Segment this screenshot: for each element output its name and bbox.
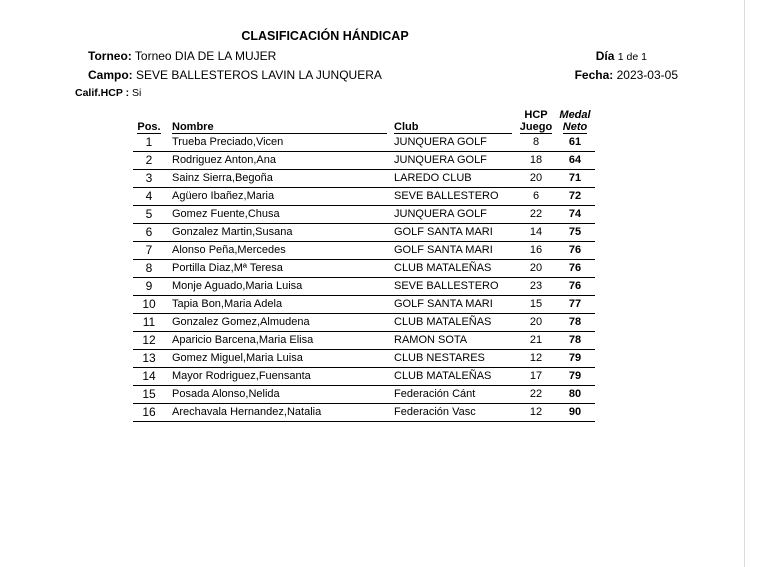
torneo-line: [88, 49, 276, 63]
cell-neto: 71: [555, 170, 595, 188]
dia-value: 1 de 1: [617, 51, 647, 63]
cell-nombre: Gonzalez Martin,Susana: [165, 224, 394, 242]
table-row: [133, 152, 595, 170]
cell-hcp: 21: [517, 332, 555, 350]
table-row: [133, 170, 595, 188]
cell-pos: 3: [133, 170, 165, 188]
table-row: [133, 224, 595, 242]
dia-label: Día: [595, 49, 615, 63]
torneo-value: Torneo DIA DE LA MUJER: [134, 49, 277, 63]
table-row: [133, 368, 595, 386]
cell-nombre: Sainz Sierra,Begoña: [165, 170, 394, 188]
cell-pos: 6: [133, 224, 165, 242]
table-row: [133, 296, 595, 314]
cell-club: JUNQUERA GOLF: [394, 152, 517, 170]
cell-neto: 61: [555, 134, 595, 152]
cell-nombre: Rodriguez Anton,Ana: [165, 152, 394, 170]
cell-neto: 90: [555, 404, 595, 422]
cell-nombre: Tapia Bon,Maria Adela: [165, 296, 394, 314]
cell-hcp: 20: [517, 260, 555, 278]
cell-club: LAREDO CLUB: [394, 170, 517, 188]
cell-pos: 2: [133, 152, 165, 170]
cell-hcp: 6: [517, 188, 555, 206]
cell-pos: 13: [133, 350, 165, 368]
cell-club: Federación Vasc: [394, 404, 517, 422]
cell-nombre: Gonzalez Gomez,Almudena: [165, 314, 394, 332]
cell-pos: 1: [133, 134, 165, 152]
cell-neto: 74: [555, 206, 595, 224]
cell-nombre: Monje Aguado,Maria Luisa: [165, 278, 394, 296]
table-row: [133, 278, 595, 296]
cell-club: JUNQUERA GOLF: [394, 206, 517, 224]
fecha-value: 2023-03-05: [616, 68, 678, 82]
report-title: CLASIFICACIÓN HÁNDICAP: [241, 29, 409, 43]
cell-nombre: Alonso Peña,Mercedes: [165, 242, 394, 260]
cell-neto: 76: [555, 278, 595, 296]
table-row: [133, 260, 595, 278]
results-body: [133, 134, 595, 422]
fecha-line: [575, 68, 678, 82]
calif-label: Calif.HCP :: [75, 87, 130, 99]
table-header-row: [133, 109, 595, 134]
cell-nombre: Portilla Diaz,Mª Teresa: [165, 260, 394, 278]
cell-pos: 12: [133, 332, 165, 350]
cell-pos: 11: [133, 314, 165, 332]
cell-nombre: Arechavala Hernandez,Natalia: [165, 404, 394, 422]
cell-hcp: 22: [517, 206, 555, 224]
cell-pos: 9: [133, 278, 165, 296]
cell-club: GOLF SANTA MARI: [394, 224, 517, 242]
cell-club: RAMON SOTA: [394, 332, 517, 350]
cell-hcp: 8: [517, 134, 555, 152]
table-row: [133, 386, 595, 404]
cell-club: SEVE BALLESTERO: [394, 278, 517, 296]
cell-hcp: 23: [517, 278, 555, 296]
cell-club: Federación Cánt: [394, 386, 517, 404]
cell-hcp: 15: [517, 296, 555, 314]
table-row: [133, 332, 595, 350]
cell-club: GOLF SANTA MARI: [394, 296, 517, 314]
cell-pos: 7: [133, 242, 165, 260]
torneo-label: Torneo:: [88, 49, 132, 63]
cell-pos: 10: [133, 296, 165, 314]
cell-nombre: Gomez Miguel,Maria Luisa: [165, 350, 394, 368]
header-club: Club: [394, 109, 517, 134]
cell-nombre: Posada Alonso,Nelida: [165, 386, 394, 404]
dia-line: [596, 49, 647, 63]
cell-nombre: Mayor Rodriguez,Fuensanta: [165, 368, 394, 386]
cell-pos: 15: [133, 386, 165, 404]
calif-line: [75, 87, 141, 99]
table-row: [133, 350, 595, 368]
cell-club: GOLF SANTA MARI: [394, 242, 517, 260]
cell-neto: 76: [555, 242, 595, 260]
cell-nombre: Agüero Ibañez,Maria: [165, 188, 394, 206]
cell-club: CLUB MATALEÑAS: [394, 314, 517, 332]
cell-neto: 79: [555, 368, 595, 386]
table-row: [133, 206, 595, 224]
cell-neto: 72: [555, 188, 595, 206]
cell-neto: 64: [555, 152, 595, 170]
cell-neto: 75: [555, 224, 595, 242]
campo-line: [88, 68, 382, 82]
cell-hcp: 17: [517, 368, 555, 386]
header-nombre: Nombre: [165, 109, 394, 134]
table-row: [133, 242, 595, 260]
results-table: [133, 109, 595, 422]
cell-neto: 78: [555, 314, 595, 332]
cell-neto: 80: [555, 386, 595, 404]
cell-hcp: 12: [517, 404, 555, 422]
cell-pos: 16: [133, 404, 165, 422]
cell-pos: 8: [133, 260, 165, 278]
campo-value: SEVE BALLESTEROS LAVIN LA JUNQUERA: [136, 68, 382, 82]
cell-club: CLUB MATALEÑAS: [394, 260, 517, 278]
cell-pos: 4: [133, 188, 165, 206]
cell-club: CLUB MATALEÑAS: [394, 368, 517, 386]
cell-pos: 14: [133, 368, 165, 386]
table-row: [133, 134, 595, 152]
cell-neto: 78: [555, 332, 595, 350]
cell-neto: 77: [555, 296, 595, 314]
cell-hcp: 22: [517, 386, 555, 404]
fecha-label: Fecha:: [574, 68, 614, 82]
cell-club: CLUB NESTARES: [394, 350, 517, 368]
header-neto: Medal Neto: [559, 109, 591, 133]
cell-hcp: 14: [517, 224, 555, 242]
cell-neto: 79: [555, 350, 595, 368]
table-row: [133, 188, 595, 206]
header-hcp: HCP Juego: [519, 109, 553, 133]
cell-nombre: Trueba Preciado,Vicen: [165, 134, 394, 152]
cell-hcp: 20: [517, 314, 555, 332]
calif-value: Si: [132, 87, 142, 99]
campo-label: Campo:: [88, 68, 133, 82]
cell-hcp: 20: [517, 170, 555, 188]
page-edge-divider: [744, 0, 745, 567]
cell-neto: 76: [555, 260, 595, 278]
cell-club: JUNQUERA GOLF: [394, 134, 517, 152]
cell-hcp: 12: [517, 350, 555, 368]
table-row: [133, 314, 595, 332]
cell-hcp: 18: [517, 152, 555, 170]
header-pos: Pos.: [137, 121, 161, 133]
cell-club: SEVE BALLESTERO: [394, 188, 517, 206]
table-row: [133, 404, 595, 422]
cell-hcp: 16: [517, 242, 555, 260]
cell-nombre: Gomez Fuente,Chusa: [165, 206, 394, 224]
cell-pos: 5: [133, 206, 165, 224]
cell-nombre: Aparicio Barcena,Maria Elisa: [165, 332, 394, 350]
